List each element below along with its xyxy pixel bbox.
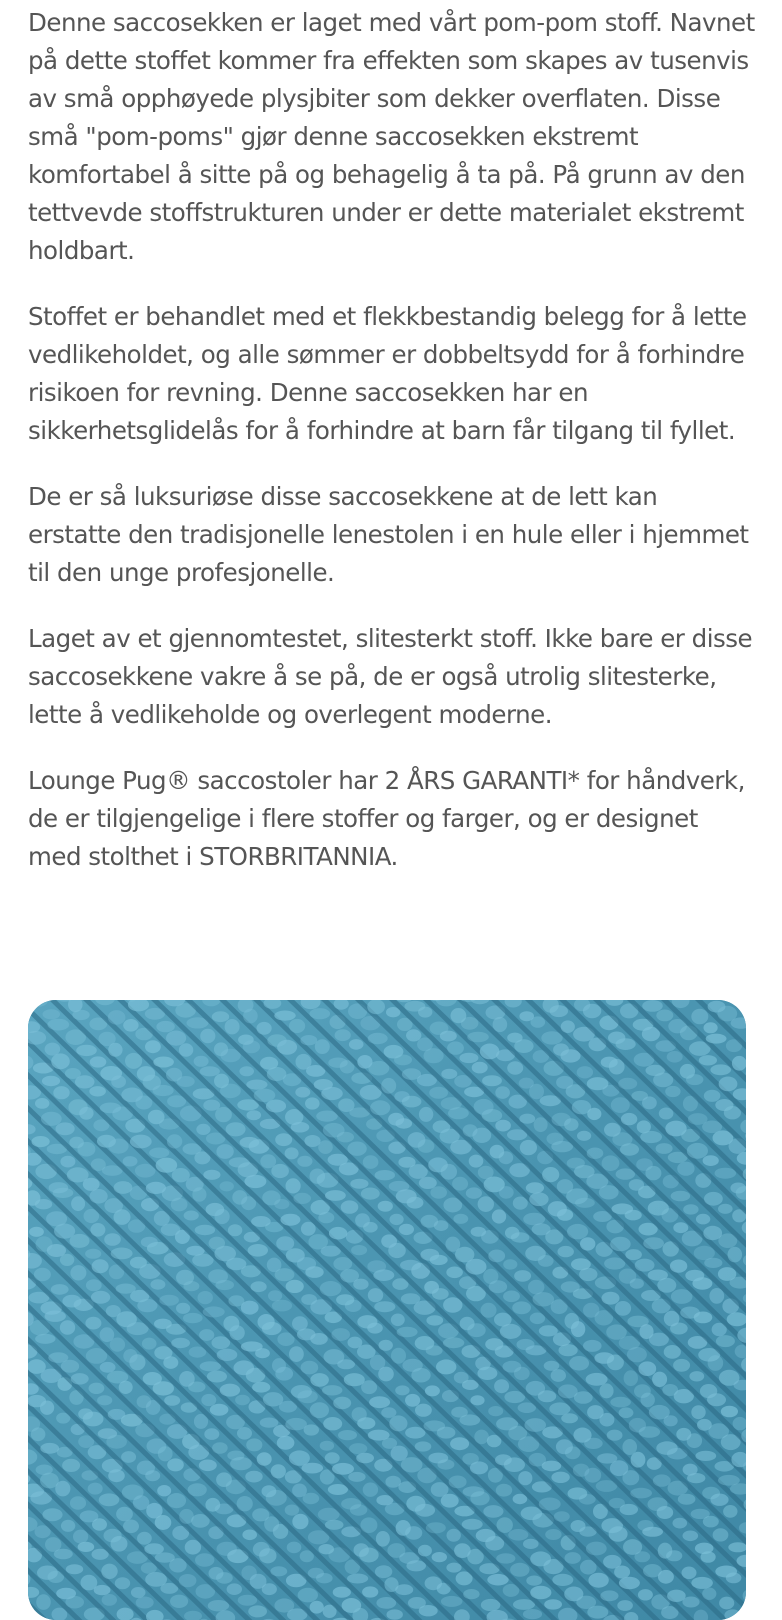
description-paragraph-5: Lounge Pug® saccostoler har 2 ÅRS GARANTI* for håndverk, de er tilgjengelige i flere stoffer og farger, og er designet med stolthet i STORBRITANNIA. — [28, 762, 756, 876]
description-paragraph-4: Laget av et gjennomtestet, slitesterkt stoff. Ikke bare er disse saccosekkene vakre å se på, de er også utrolig slitesterke, lette å vedlikeholde og overlegent moderne. — [28, 620, 756, 734]
description-paragraph-3: De er så luksuriøse disse saccosekkene at de lett kan erstatte den tradisjonelle lenestolen i en hule eller i hjemmet til den unge profesjonelle. — [28, 478, 756, 592]
fabric-texture-image — [28, 1000, 746, 1620]
fabric-texture-svg — [28, 1000, 746, 1620]
product-description — [28, 4, 756, 904]
description-paragraph-1: Denne saccosekken er laget med vårt pom-pom stoff. Navnet på dette stoffet kommer fra effekten som skapes av tusenvis av små opphøyede plysjbiter som dekker overflaten. Disse små "pom-poms" gjør denne saccosekken ekstremt komfortabel å sitte på og behagelig å ta på. På grunn av den tettvevde stoffstrukturen under er dette materialet ekstremt holdbart. — [28, 4, 756, 270]
description-paragraph-2: Stoffet er behandlet med et flekkbestandig belegg for å lette vedlikeholdet, og alle sømmer er dobbeltsydd for å forhindre risikoen for revning. Denne saccosekken har en sikkerhetsglidelås for å forhindre at barn får tilgang til fyllet. — [28, 298, 756, 450]
